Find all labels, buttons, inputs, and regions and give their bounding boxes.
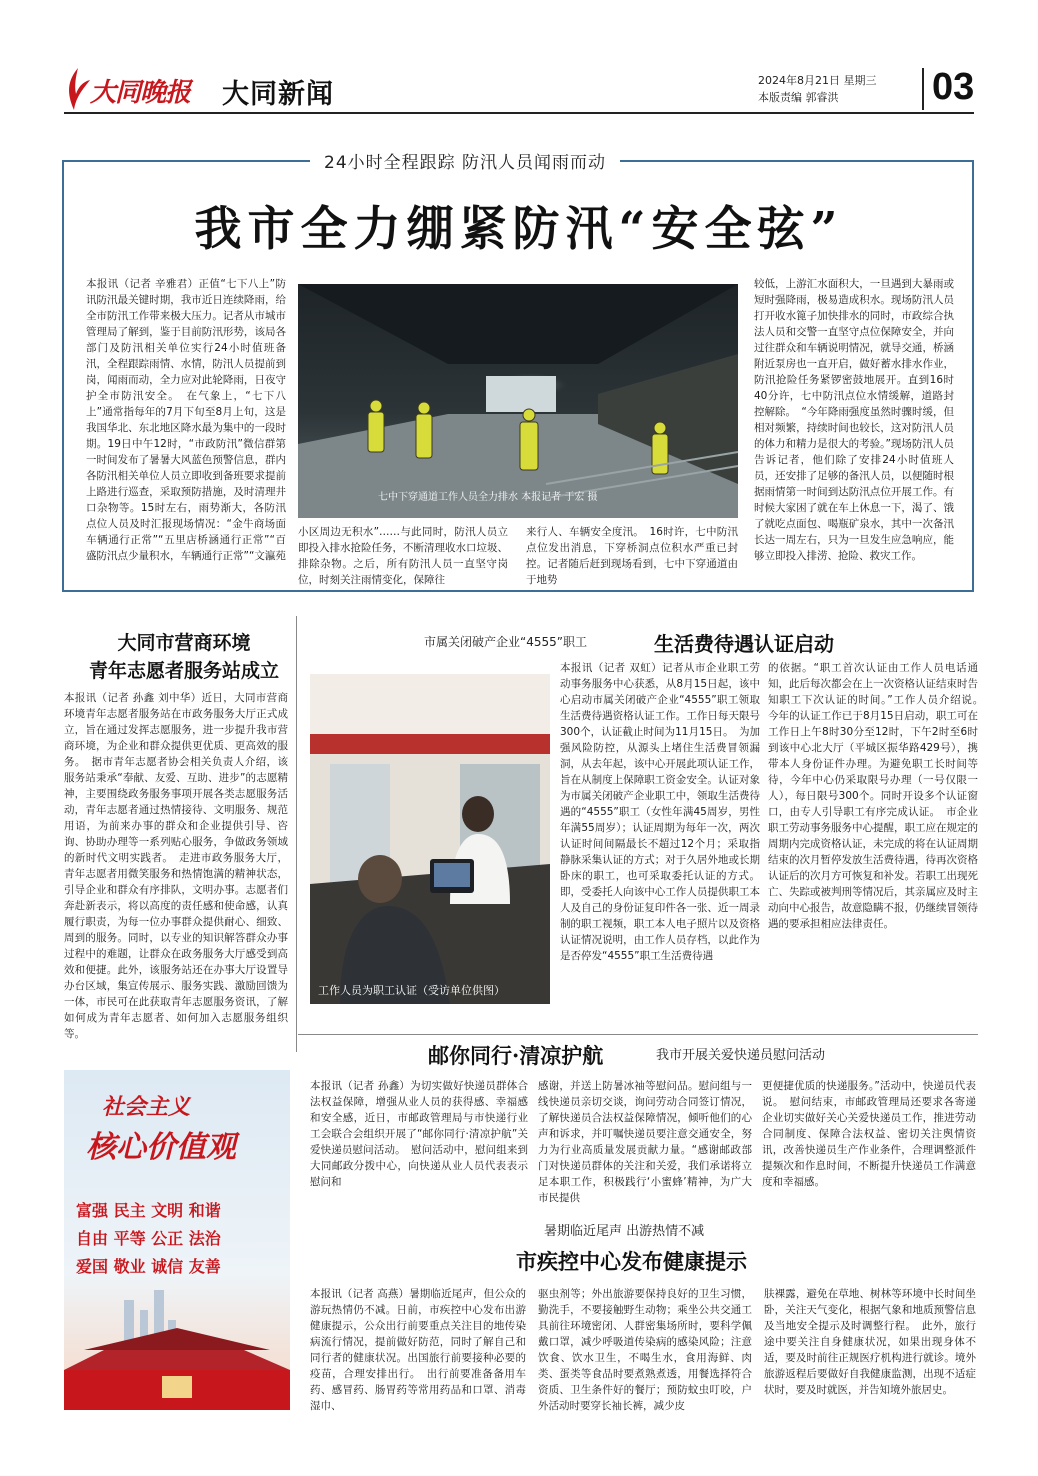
- page-editor: 本版责编 郭睿洪: [758, 91, 839, 104]
- story4-col3: 更便捷优质的快递服务。”活动中，快递员代表说。 慰问结束，市邮政管理局还要求各寄递企业切实做好关心关爱快递员工作，推进劳动合同制度、保障合法权益、密切关注舆情资讯，改善快递员生产作业条件，合理调整派件提频次和作息时间，不断提升快递员工作满意度和幸福感。: [762, 1080, 976, 1188]
- masthead-rule: [64, 112, 974, 114]
- story1-col2: 小区周边无积水”……与此同时，防汛人员立即投入排水抢险任务，不断清理收水口垃圾、排除杂物。之后，所有防汛人员一直坚守岗位，时刻关注雨情变化，保障往: [298, 526, 508, 586]
- page-number: 03: [932, 66, 975, 108]
- story5-kicker: 暑期临近尾声 出游热情不减: [544, 1224, 705, 1239]
- story3-bottom-rule: [298, 1034, 978, 1035]
- story4-col2: 感谢，并送上防暑冰袖等慰问品。慰问组与一线快递员亲切交谈，询问劳动合同签订情况，了解快递员合法权益保障情况，倾听他们的心声和诉求，并叮嘱快递员要注意交通安全，努力为行业高质量发展贡献力量。“感谢邮政部门对快递员群体的关注和关爱，我们承诺将立足本职工作，积极践行‘小蜜蜂’精神，为广大市民提供: [538, 1080, 752, 1204]
- service-hall-scene-icon: [310, 674, 550, 1004]
- story3-col1: 本报讯（记者 双虹）记者从市企业职工劳动事务服务中心获悉，从8月15日起，该中心启动市属关闭破产企业“4555”职工领取生活费待遇资格认证工作。工作日每天限号300个，认证截止时间为11月15日。 为加强风险防控，从源头上堵住生活费冒领漏洞，从去年起，该中心开展此项认证工作，旨在从制度上保障职工资金安全。认证对象为市属关闭破产企业职工中，领取生活费待遇的“4555”职工（女性年满45周岁，男性年满55周岁）；认证周期为每年一次，两次认证时间间隔最长不超过12个月；采取指静脉采集认证的方式；对于久居外地或长期卧床的职工，也可采取委托认证的方式。即，受委托人向该中心工作人员提供职工本人及自己的身份证复印件各一张、近一周录制的职工视频，职工本人电子照片以及资格认证情况说明，由工作人员存档，以此作为是否停发“4555”职工生活费待遇: [560, 662, 760, 962]
- story1-col3: 来行人、车辆安全度汛。 16时许，七中防汛点位发出消息，下穿桥洞点位积水严重已封控。记者随后赶到现场看到，七中下穿通道由于地势: [526, 526, 738, 586]
- story1-headline: 我市全力绷紧防汛“安全弦”: [194, 202, 844, 257]
- story3-photo-caption: 工作人员为职工认证（受访单位供图）: [318, 984, 505, 997]
- issue-date: 2024年8月21日 星期三: [758, 74, 877, 87]
- core-values-poster: [64, 1070, 290, 1410]
- story2-right-rule: [296, 616, 297, 1052]
- story4-headline: 邮你同行·清凉护航: [428, 1043, 604, 1068]
- newspaper-logo-icon: [64, 66, 92, 112]
- tiananmen-skyline-icon: [64, 1280, 290, 1410]
- story5-col1: 本报讯（记者 高燕）暑期临近尾声，但公众的游玩热情仍不减。日前，市疾控中心发布出游健康提示，公众出行前要重点关注目的地传染病流行情况，提前做好防范，同时了解自己和同行者的健康状况。出国旅行前要接种必要的疫苗，合理安排出行。 出行前要准备备用车药、感冒药、肠胃药等常用药品和口罩、消毒湿巾、: [310, 1288, 526, 1412]
- logo-text: 大同晚报: [90, 78, 191, 108]
- poster-values-row2: 自由 平等 公正 法治: [76, 1229, 221, 1248]
- story1-col1: 本报讯（记者 辛雅君）正值“七下八上”防讯防汛最关键时期，我市近日连续降雨，给全市防汛工作带来极大压力。记者从市城市管理局了解到，鉴于目前防汛形势，该局各部门及防汛相关单位实行24小时值班备汛，全程跟踪雨情、水情，防汛人员提前到岗，闻雨而动，全力应对此轮降雨，日夜守护全市防汛安全。 在气象上，“七下八上”通常指每年的7月下旬至8月上旬，这是我国华北、东北地区降水最为集中的一段时期。19日中午12时，“市政防汛”微信群第一时间发布了暑暑大风蓝色预警信息，群内各防汛相关单位人员立即收到备班要求提前上路进行巡查，采取预防措施，及时清理井口杂物等。15时左右，雨势渐大，各防汛点位人员及时汇报现场情况：“金牛商场面车辆通行正常”“五里店桥涵通行正常”“百盛防汛点少量积水，车辆通行正常”“文瀛苑: [86, 278, 286, 562]
- story3-kicker: 市属关闭破产企业“4555”职工: [424, 635, 587, 649]
- masthead-logo: [64, 64, 204, 114]
- story2-headline-line2: 青年志愿者服务站成立: [88, 660, 279, 682]
- poster-values-row1: 富强 民主 文明 和谐: [76, 1201, 221, 1220]
- underpass-scene-icon: [298, 284, 738, 518]
- story2-headline-line1: 大同市营商环境: [117, 632, 251, 654]
- story4-subhead: 我市开展关爱快递员慰问活动: [656, 1048, 826, 1063]
- story3-headline: 生活费待遇认证启动: [654, 632, 834, 656]
- story3-col2: 的依据。“职工首次认证由工作人员电话通知，此后每次都会在上一次资格认证结束时告知职工下次认证的时间。”工作人员介绍说。 今年的认证工作已于8月15日启动，职工可在工作日上午8时30分至12时，下午2时至6时到该中心北大厅（平城区振华路429号），携带本人身份证件办理。为避免职工长时间等待，今年中心仍采取限号办理（一号仅限一人），每日限号300个。同时开设多个认证窗口，由专人引导职工有序完成认证。 市企业职工劳动事务服务中心提醒，职工应在规定的周期内完成资格认证，未完成的将在认证周期结束的次月暂停发放生活费待遇，待再次资格认证后的次月方可恢复和补发。若职工出现死亡、失踪或被判刑等情况后，其亲属应及时主动向中心报告，故意隐瞒不报，仍继续冒领待遇的要承担相应法律责任。: [768, 662, 989, 930]
- masthead-divider: [922, 68, 924, 110]
- story5-col2: 驱虫剂等；外出旅游要保持良好的卫生习惯，勤洗手，不要接触野生动物；乘坐公共交通工具前往环境密闭、人群密集场所时，要科学佩戴口罩，减少呼吸道传染病的感染风险；注意饮食、饮水卫生，不喝生水，食用海鲜、肉类、蛋类等食品时要煮熟煮透，用餐选择符合资质、卫生条件好的餐厅；预防蚊虫叮咬，户外活动时要穿长袖长裤，减少皮: [538, 1288, 752, 1412]
- story4-col1: 本报讯（记者 孙鑫）为切实做好快递员群体合法权益保障，增强从业人员的获得感、幸福感和安全感，近日，市邮政管理局与市快递行业工会联合会组织开展了“邮你同行·清凉护航”关爱快递员慰问活动。 慰问活动中，慰问组来到大同邮政分拨中心，向快递从业人员代表表示慰问和: [310, 1080, 528, 1188]
- story5-col3: 肤裸露，避免在草地、树林等环境中长时间坐卧，关注天气变化，根据气象和地质预警信息及当地安全提示及时调整行程。 此外，旅行途中要关注自身健康状况，如果出现身体不适，要及时前往正规医疗机构进行就诊。境外旅游返程后要做好自我健康监测，出现不适症状时，要及时就医，并告知境外旅居史。: [764, 1288, 976, 1396]
- story2-body: 本报讯（记者 孙鑫 刘中华）近日，大同市营商环境青年志愿者服务站在市政务服务大厅正式成立，旨在通过发挥志愿服务，进一步提升我市营商环境，为企业和群众提供更优质、更高效的服务。 据市青年志愿者协会相关负责人介绍，该服务站秉承“奉献、友爱、互助、进步”的志愿精神，主要围绕政务服务事项开展各类志愿服务活动，青年志愿者通过热情接待、文明服务、规范用语，为前来办事的群众和企业提供引导、咨询、协助办理等一系列贴心服务，争做政务领域的新时代文明实践者。 走进市政务服务大厅，青年志愿者用微笑服务和热情饱满的精神状态，引导企业和群众有序排队，文明办事。志愿者们奔赴新表示，将以高度的责任感和使命感，认真履行职责，为每一位办事群众提供耐心、细致、周到的服务。同时，以专业的知识解答群众办事过程中的难题，让群众在政务服务大厅感受到高效和便捷。此外，该服务站还在办事大厅设置导办台区域，集宣传展示、服务实践、激励回馈为一体，市民可在此获取青年志愿服务资讯，了解如何成为青年志愿者、如何加入志愿服务组织等。: [64, 692, 288, 1040]
- poster-title-line1: 社会主义: [102, 1094, 191, 1120]
- story3-photo: [310, 674, 550, 1004]
- story5-headline: 市疾控中心发布健康提示: [516, 1249, 747, 1274]
- poster-title-line2: 核心价值观: [86, 1130, 236, 1165]
- section-title: 大同新闻: [222, 79, 334, 110]
- story1-photo-caption: 七中下穿通道工作人员全力排水 本报记者 于宏 摄: [378, 492, 598, 503]
- story1-photo: [298, 284, 738, 518]
- story1-col4: 较低，上游汇水面积大，一旦遇到大暴雨或短时强降雨，极易造成积水。现场防汛人员打开收水篦子加快排水的同时，市政综合执法人员和交警一直坚守点位保障安全，并向过往群众和车辆说明情况，就导交通，桥涵附近泵房也一直开启，做好蓄水排水作业，防汛抢险任务紧锣密鼓地展开。直到16时40分许，七中防汛点位水情缓解，道路封控解除。 “今年降雨强度虽然时骤时缓，但相对频繁，持续时间也较长，这对防汛人员的体力和精力是很大的考验。”现场防汛人员告诉记者，他们除了安排24小时值班人员，还安排了足够的备汛人员，以便随时根据雨情第一时间到达防汛点位开展工作。有时候大家困了就在车上休息一下，渴了、饿了就吃点面包、喝瓶矿泉水，其中一次备汛长达一周左右，只为一旦发生应急响应，能够立即投入排涝、抢险、救灾工作。: [754, 278, 954, 562]
- story1-kicker: 24小时全程跟踪 防汛人员闻雨而动: [310, 148, 620, 173]
- poster-values-row3: 爱国 敬业 诚信 友善: [76, 1257, 221, 1276]
